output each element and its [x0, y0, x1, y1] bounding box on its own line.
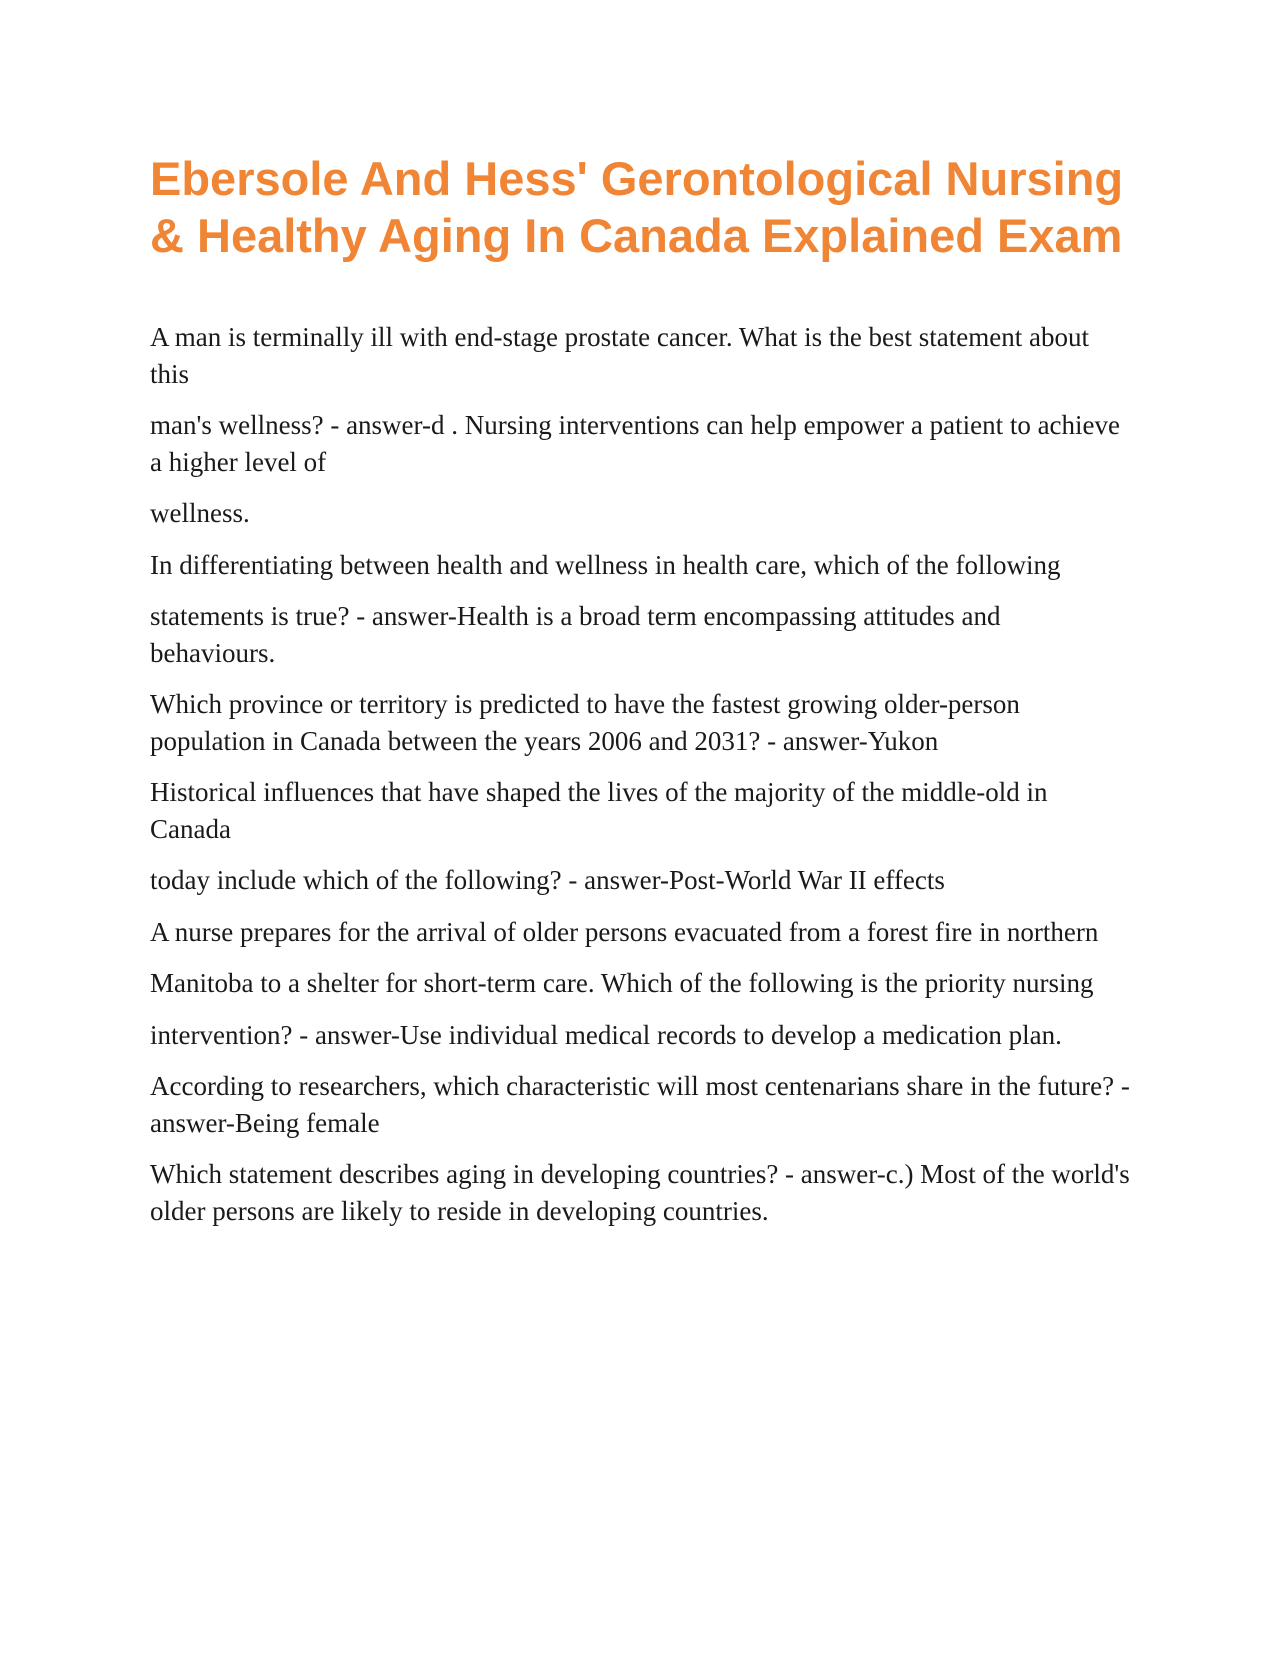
document-title: Ebersole And Hess' Gerontological Nursing & Healthy Aging In Canada Explained Exam [150, 152, 1124, 262]
paragraph: In differentiating between health and wellness in health care, which of the following [150, 549, 1061, 580]
paragraph: According to researchers, which characteristic will most centenarians share in the future? - answer-Being female [150, 1071, 1130, 1138]
paragraph: Which statement describes aging in developing countries? - answer-c.) Most of the world's older persons are likely to reside in developing countries. [150, 1159, 1130, 1226]
document-content [150, 150, 1130, 1244]
paragraph: Historical influences that have shaped the lives of the majority of the middle-old in Canada [150, 777, 1048, 844]
paragraph: A nurse prepares for the arrival of older persons evacuated from a forest fire in northern [150, 916, 1099, 947]
paragraph: wellness. [150, 498, 250, 528]
paragraph: today include which of the following? - answer-Post-World War II effects [150, 865, 945, 895]
paragraph: statements is true? - answer-Health is a broad term encompassing attitudes and behaviours. [150, 601, 1001, 668]
document-body [150, 319, 1130, 1229]
paragraph: Which province or territory is predicted to have the fastest growing older-person population in Canada between the years 2006 and 2031? - answer-Yukon [150, 689, 1020, 756]
paragraph: Manitoba to a shelter for short-term care. Which of the following is the priority nursing [150, 968, 1094, 998]
paragraph: man's wellness? - answer-d . Nursing interventions can help empower a patient to achieve a higher level of [150, 410, 1121, 477]
paragraph: intervention? - answer-Use individual medical records to develop a medication plan. [150, 1019, 1062, 1050]
paragraph: A man is terminally ill with end-stage prostate cancer. What is the best statement about this [150, 322, 1090, 389]
